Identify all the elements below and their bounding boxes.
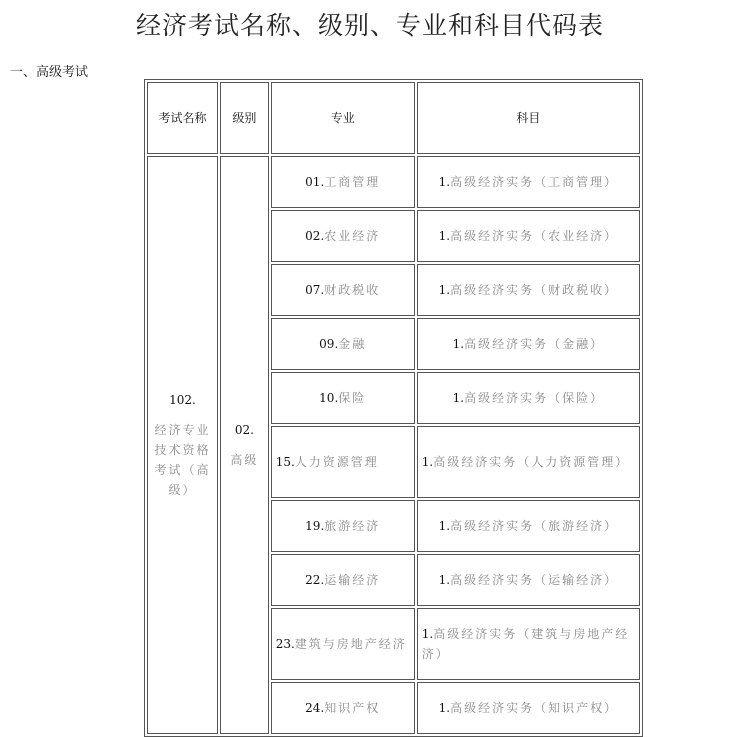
subject-code: 1.: [438, 519, 451, 533]
subject-name: 高级经济实务（人力资源管理）: [433, 455, 630, 469]
major-name: 金融: [338, 337, 367, 351]
section-heading: 一、高级考试: [10, 65, 89, 80]
subject-name: 高级经济实务（旅游经济）: [450, 519, 619, 533]
subject-code: 1.: [438, 283, 451, 297]
major-code: 01.: [305, 175, 325, 189]
major-code: 23.: [275, 637, 295, 651]
subject-code: 1.: [438, 175, 451, 189]
subject-cell: [417, 318, 640, 370]
level-cell: [220, 156, 269, 734]
subject-cell: [417, 210, 640, 262]
subject-cell: [417, 554, 640, 606]
table-row: [147, 156, 640, 208]
major-name: 知识产权: [324, 701, 381, 715]
major-cell: [271, 426, 415, 498]
subject-code: 1.: [452, 337, 465, 351]
major-name: 工商管理: [324, 175, 381, 189]
subject-name: 高级经济实务（运输经济）: [450, 573, 619, 587]
header-subject: 科目: [417, 82, 640, 154]
major-cell: [271, 682, 415, 734]
table-header-row: [147, 82, 640, 154]
subject-name: 高级经济实务（农业经济）: [450, 229, 619, 243]
major-code: 22.: [305, 573, 325, 587]
subject-code: 1.: [438, 573, 451, 587]
major-cell: [271, 156, 415, 208]
major-name: 运输经济: [324, 573, 381, 587]
major-name: 保险: [338, 391, 367, 405]
subject-name: 高级经济实务（工商管理）: [450, 175, 619, 189]
major-name: 财政税收: [324, 283, 381, 297]
subject-cell: [417, 682, 640, 734]
subject-code: 1.: [421, 627, 434, 641]
major-code: 19.: [305, 519, 325, 533]
subject-cell: [417, 608, 640, 680]
subject-name: 高级经济实务（金融）: [464, 337, 605, 351]
major-code: 10.: [319, 391, 339, 405]
major-name: 人力资源管理: [294, 455, 379, 469]
header-level: 级别: [220, 82, 269, 154]
level-code: 02.: [234, 423, 254, 437]
major-cell: [271, 554, 415, 606]
major-name: 旅游经济: [324, 519, 381, 533]
subject-code: 1.: [438, 229, 451, 243]
major-code: 09.: [319, 337, 339, 351]
subject-code: 1.: [421, 455, 434, 469]
subject-code: 1.: [452, 391, 465, 405]
subject-name: 高级经济实务（建筑与房地产经济）: [421, 627, 630, 661]
exam-name: 经济专业技术资格考试（高级）: [154, 423, 211, 497]
major-cell: [271, 318, 415, 370]
subject-code: 1.: [438, 701, 451, 715]
subject-name: 高级经济实务（财政税收）: [450, 283, 619, 297]
major-cell: [271, 210, 415, 262]
exam-code: 102.: [169, 393, 196, 407]
major-cell: [271, 264, 415, 316]
major-cell: [271, 608, 415, 680]
subject-cell: [417, 156, 640, 208]
page-title: 经济考试名称、级别、专业和科目代码表: [135, 11, 604, 40]
subject-name: 高级经济实务（保险）: [464, 391, 605, 405]
major-code: 24.: [305, 701, 325, 715]
exam-cell: [147, 156, 218, 734]
header-major: 专业: [271, 82, 415, 154]
subject-cell: [417, 426, 640, 498]
major-name: 农业经济: [324, 229, 381, 243]
code-table: [144, 79, 643, 737]
subject-cell: [417, 500, 640, 552]
major-name: 建筑与房地产经济: [294, 637, 407, 651]
header-exam-name: 考试名称: [147, 82, 218, 154]
major-code: 02.: [305, 229, 325, 243]
level-name: 高级: [230, 453, 259, 467]
major-cell: [271, 500, 415, 552]
major-code: 07.: [305, 283, 325, 297]
subject-cell: [417, 264, 640, 316]
subject-name: 高级经济实务（知识产权）: [450, 701, 619, 715]
major-cell: [271, 372, 415, 424]
major-code: 15.: [275, 455, 295, 469]
subject-cell: [417, 372, 640, 424]
